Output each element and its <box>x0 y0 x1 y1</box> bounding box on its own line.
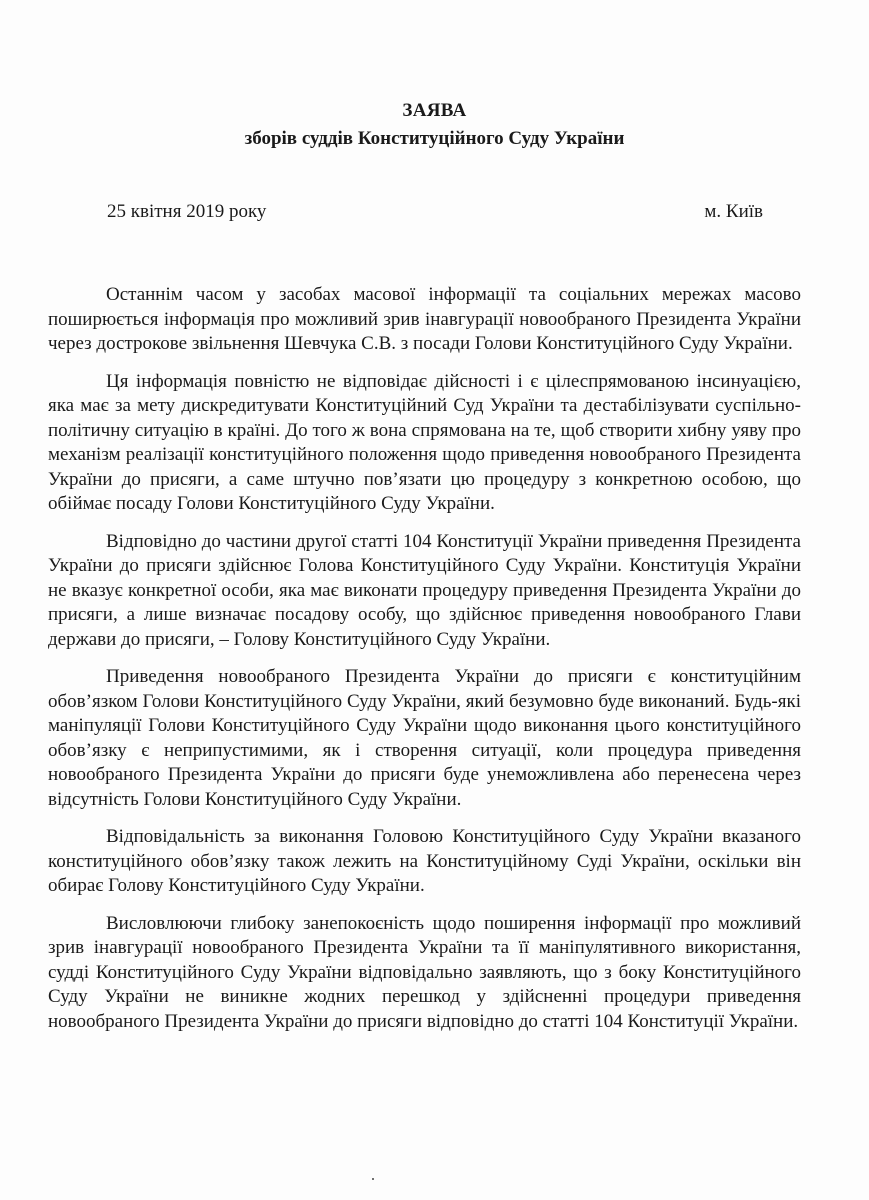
paragraph-4: Приведення новообраного Президента України до присяги є конституційним обов’язком Голови Конституційного Суду України, який безумовно буде виконаний. Будь-які маніпуляції Голови Конституційного Суду України щодо виконання цього конституційного обов’язку є неприпустимими, як і створення ситуації, коли процедура приведення новообраного Президента України до присяги буде унеможливлена або перенесена через відсутність Голови Конституційного Суду України. <box>48 666 801 810</box>
paragraph-6: Висловлюючи глибоку занепокоєність щодо поширення інформації про можливий зрив інавгурації новообраного Президента України та її маніпулятивного використання, судді Конституційного Суду України відповідально заявляють, що з боку Конституційного Суду України не виникне жодних перешкод у здійсненні процедури приведення новообраного Президента України до присяги відповідно до статті 104 Конституції України. <box>48 912 801 1032</box>
paragraph-2: Ця інформація повністю не відповідає дійсності і є цілеспрямованою інсинуацією, яка має за мету дискредитувати Конституційний Суд України та дестабілізувати суспільно-політичну ситуацію в країні. До того ж вона спрямована на те, щоб створити хибну уяву про механізм реалізації конституційного положення щодо приведення новообраного Президента України до присяги, а саме штучно пов’язати цю процедуру з конкретною особою, що обіймає посаду Голови Конституційного Суду України. <box>48 370 801 514</box>
paragraph-1: Останнім часом у засобах масової інформації та соціальних мережах масово поширюється інформація про можливий зрив інавгурації новообраного Президента України через дострокове звільнення Шевчука С.В. з посади Голови Конституційного Суду України. <box>48 284 801 354</box>
document-date: 25 квітня 2019 року <box>107 201 267 222</box>
scan-speck <box>372 1178 374 1180</box>
document-subtitle: зборів суддів Конституційного Суду України <box>244 128 625 149</box>
paragraph-3: Відповідно до частини другої статті 104 Конституції України приведення Президента України до присяги здійснює Голова Конституційного Суду України. Конституція України не вказує конкретної особи, яка має виконати процедуру приведення Президента України до присяги, а лише визначає посадову особу, що здійснює приведення новообраного Глави держави до присяги, – Голову Конституційного Суду України. <box>48 530 801 650</box>
document-city: м. Київ <box>704 201 763 222</box>
paragraph-5: Відповідальність за виконання Головою Конституційного Суду України вказаного конституційного обов’язку також лежить на Конституційному Суді України, оскільки він обирає Голову Конституційного Суду України. <box>48 826 801 896</box>
document-title: ЗАЯВА <box>402 100 467 121</box>
document-body <box>48 283 801 1047</box>
